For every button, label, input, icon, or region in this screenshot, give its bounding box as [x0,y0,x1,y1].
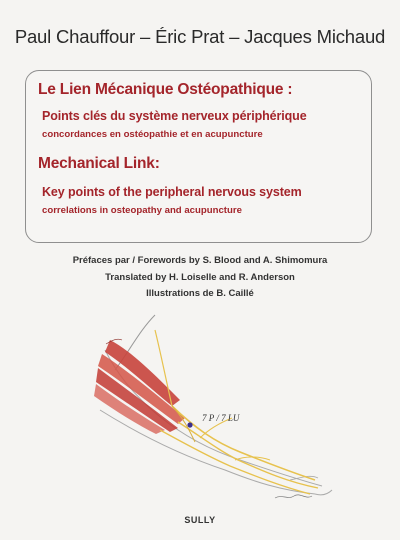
authors: Paul Chauffour – Éric Prat – Jacques Michaud [14,26,386,47]
credits [0,253,400,303]
translation-credit: Translated by H. Loiselle and R. Anderson [105,271,295,283]
english-subtitle: Key points of the peripheral nervous system [42,185,302,199]
french-subtitle: Points clés du système nerveux périphérique [42,109,307,123]
title-box [25,70,372,243]
point-label: 7 P / 7 LU [202,413,240,423]
forearm-illustration [60,310,360,510]
muscle-group [94,339,185,434]
illustration-credit: Illustrations de B. Caillé [146,288,254,299]
english-title: Mechanical Link: [38,155,160,172]
artist-signature [275,495,312,498]
french-title: Le Lien Mécanique Ostéopathique : [38,81,293,98]
nerve-paths [155,330,318,494]
english-description: correlations in osteopathy and acupuncture [42,205,242,216]
acupuncture-point [187,422,192,427]
publisher: SULLY [184,515,216,525]
forewords-credit: Préfaces par / Forewords by S. Blood and A. Shimomura [72,255,328,266]
french-description: concordances en ostéopathie et en acupuncture [42,129,263,140]
